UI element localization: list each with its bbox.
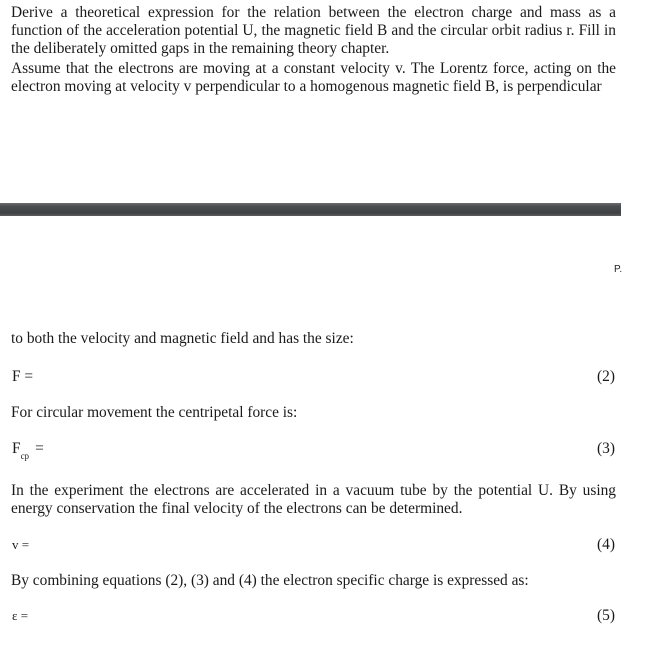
continuation-text: to both the velocity and magnetic field and has the size: xyxy=(11,330,354,347)
equation-number-5: (5) xyxy=(597,607,615,624)
centripetal-symbol: F xyxy=(12,440,21,457)
energy-intro-paragraph: In the experiment the electrons are accelerated in a vacuum tube by the potential U. By using energy conservation the final velocity of the electrons can be determined. xyxy=(11,482,616,517)
equation-centripetal-lhs xyxy=(12,440,44,459)
equation-number-3: (3) xyxy=(597,440,615,457)
page-marker: P. xyxy=(614,264,623,275)
equation-specific-charge-lhs: ε = xyxy=(12,608,29,623)
equation-number-4: (4) xyxy=(597,536,615,553)
equation-velocity-lhs: v = xyxy=(12,537,30,552)
combine-intro-text: By combining equations (2), (3) and (4) the electron specific charge is expressed as: xyxy=(11,572,529,589)
assumption-paragraph: Assume that the electrons are moving at a constant velocity v. The Lorentz force, acting on the electron moving at velocity v perpendicular to a homogenous magnetic field B, is perpendicular xyxy=(11,60,616,95)
intro-paragraph: Derive a theoretical expression for the relation between the electron charge and mass as a function of the acceleration potential U, the magnetic field B and the circular orbit radius r. Fill in the deliberately omitted gaps in the remaining theory chapter. xyxy=(11,4,616,57)
equation-number-2: (2) xyxy=(597,368,615,385)
centripetal-intro-text: For circular movement the centripetal force is: xyxy=(11,404,298,421)
equation-force-lhs: F = xyxy=(12,368,34,385)
centripetal-subscript: cp xyxy=(20,451,30,461)
page-break-divider xyxy=(0,203,621,216)
centripetal-equals: = xyxy=(35,440,44,457)
